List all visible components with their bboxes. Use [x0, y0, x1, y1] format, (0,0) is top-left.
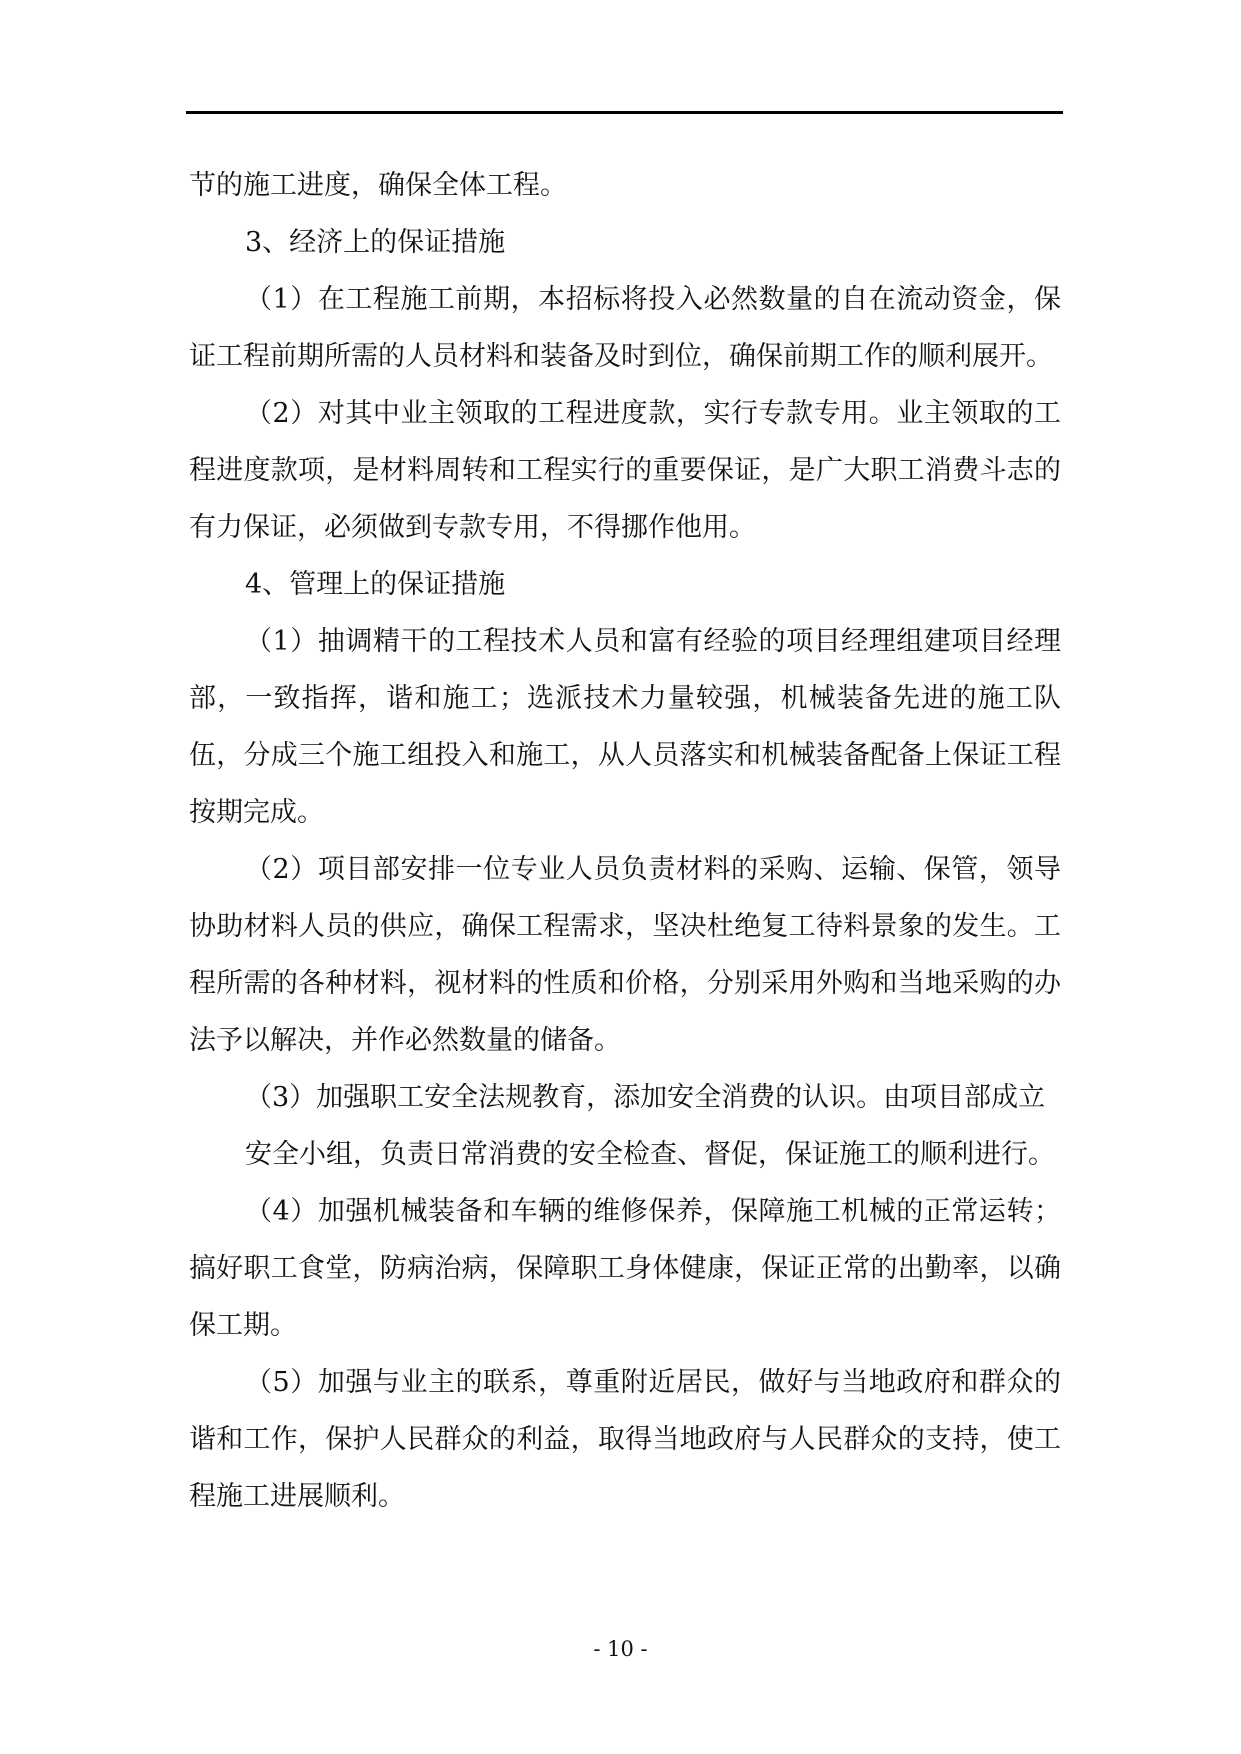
paragraph-management-3-continued: 安全小组，负责日常消费的安全检查、督促，保证施工的顺利进行。: [245, 1139, 1055, 1170]
paragraph-management-3: （3）加强职工安全法规教育，添加安全消费的认识。由项目部成立: [245, 1082, 1046, 1113]
page-number: - 10 -: [593, 1637, 648, 1661]
section-heading-management: 4、管理上的保证措施: [245, 569, 506, 600]
paragraph-economic-1: （1）在工程施工前期，本招标将投入必然数量的自在流动资金，保证工程前期所需的人员材料和装备及时到位，确保前期工作的顺利展开。: [189, 284, 1061, 372]
paragraph-continuation: 节的施工进度，确保全体工程。: [189, 170, 567, 201]
paragraph-management-5: （5）加强与业主的联系，尊重附近居民，做好与当地政府和群众的谐和工作，保护人民群众的利益，取得当地政府与人民群众的支持，使工程施工进展顺利。: [189, 1367, 1061, 1512]
paragraph-management-4: （4）加强机械装备和车辆的维修保养，保障施工机械的正常运转；搞好职工食堂，防病治病，保障职工身体健康，保证正常的出勤率，以确保工期。: [189, 1196, 1061, 1341]
document-body: [189, 157, 1061, 1525]
paragraph-economic-2: （2）对其中业主领取的工程进度款，实行专款专用。业主领取的工程进度款项，是材料周转和工程实行的重要保证，是广大职工消费斗志的有力保证，必须做到专款专用，不得挪作他用。: [189, 398, 1061, 543]
section-heading-economic: 3、经济上的保证措施: [245, 227, 506, 258]
paragraph-management-2: （2）项目部安排一位专业人员负责材料的采购、运输、保管，领导协助材料人员的供应，确保工程需求，坚决杜绝复工待料景象的发生。工程所需的各种材料，视材料的性质和价格，分别采用外购和当地采购的办法予以解决，并作必然数量的储备。: [189, 854, 1061, 1056]
paragraph-management-1: （1）抽调精干的工程技术人员和富有经验的项目经理组建项目经理部，一致指挥，谐和施工；选派技术力量较强，机械装备先进的施工队伍，分成三个施工组投入和施工，从人员落实和机械装备配备上保证工程按期完成。: [189, 626, 1061, 828]
header-rule: [186, 111, 1063, 114]
